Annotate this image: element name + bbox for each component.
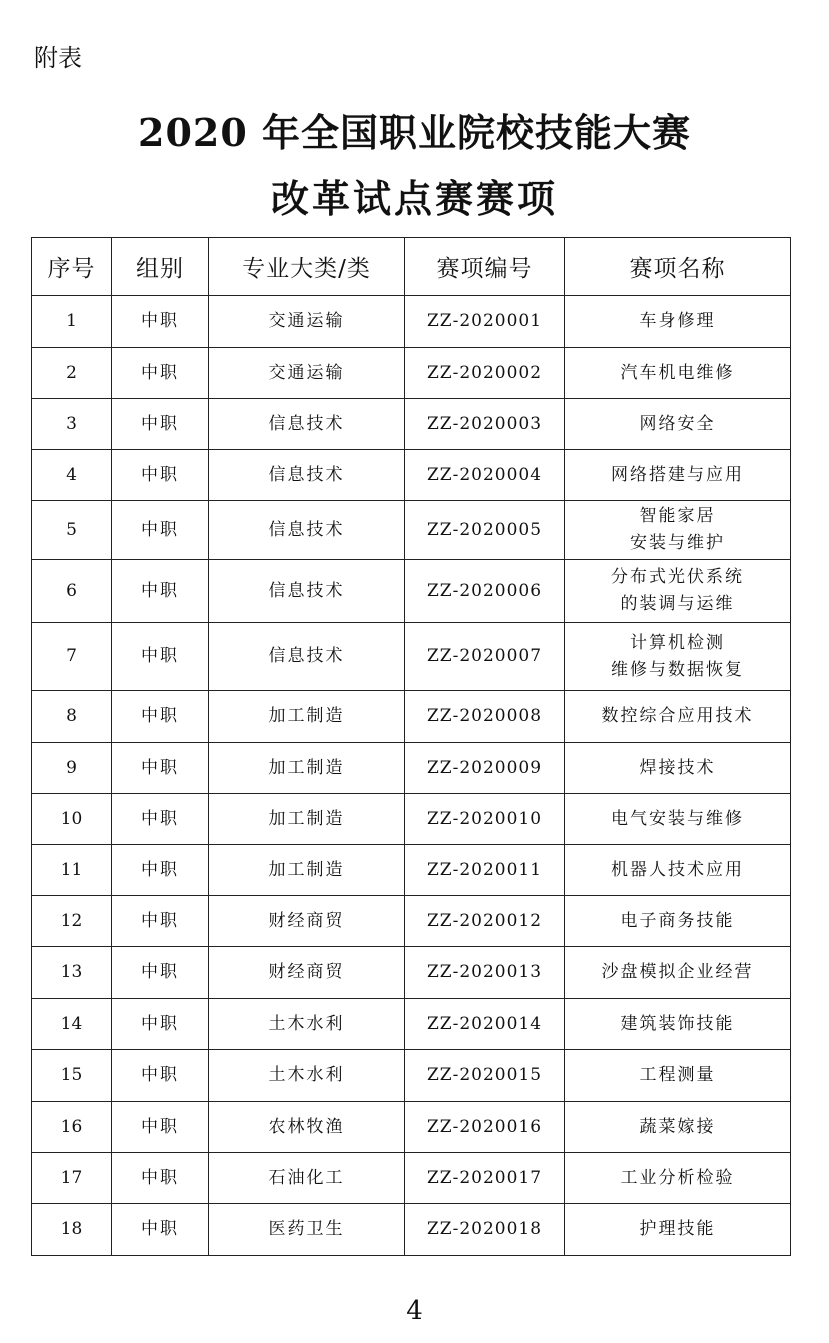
table-row xyxy=(32,1050,791,1102)
table-row xyxy=(32,1204,791,1256)
cell-code: ZZ-2020002 xyxy=(405,348,565,399)
cell-serial: 18 xyxy=(32,1204,112,1256)
cell-serial: 4 xyxy=(32,450,112,501)
cell-category: 医药卫生 xyxy=(209,1204,405,1256)
cell-category: 加工制造 xyxy=(209,845,405,896)
cell-name: 建筑装饰技能 xyxy=(565,999,791,1050)
cell-name: 网络搭建与应用 xyxy=(565,450,791,501)
cell-serial: 7 xyxy=(32,623,112,691)
cell-name: 计算机检测 维修与数据恢复 xyxy=(565,623,791,691)
cell-group: 中职 xyxy=(112,296,209,348)
cell-serial: 15 xyxy=(32,1050,112,1102)
cell-serial: 8 xyxy=(32,691,112,743)
cell-serial: 1 xyxy=(32,296,112,348)
cell-name: 汽车机电维修 xyxy=(565,348,791,399)
cell-code: ZZ-2020004 xyxy=(405,450,565,501)
page-number: 4 xyxy=(406,1296,423,1326)
cell-category: 信息技术 xyxy=(209,399,405,450)
cell-code: ZZ-2020011 xyxy=(405,845,565,896)
cell-code: ZZ-2020006 xyxy=(405,560,565,623)
cell-serial: 12 xyxy=(32,896,112,947)
cell-category: 交通运输 xyxy=(209,348,405,399)
cell-category: 财经商贸 xyxy=(209,896,405,947)
cell-category: 信息技术 xyxy=(209,450,405,501)
table-row xyxy=(32,743,791,794)
cell-serial: 2 xyxy=(32,348,112,399)
cell-group: 中职 xyxy=(112,450,209,501)
table-row xyxy=(32,845,791,896)
header-serial: 序号 xyxy=(32,238,112,296)
cell-name: 焊接技术 xyxy=(565,743,791,794)
cell-serial: 11 xyxy=(32,845,112,896)
cell-name: 工业分析检验 xyxy=(565,1153,791,1204)
table-header-row xyxy=(32,238,791,296)
table-row xyxy=(32,896,791,947)
header-code: 赛项编号 xyxy=(405,238,565,296)
cell-group: 中职 xyxy=(112,623,209,691)
table-row xyxy=(32,296,791,348)
cell-name: 智能家居 安装与维护 xyxy=(565,501,791,560)
cell-serial: 10 xyxy=(32,794,112,845)
cell-group: 中职 xyxy=(112,743,209,794)
cell-code: ZZ-2020009 xyxy=(405,743,565,794)
header-name: 赛项名称 xyxy=(565,238,791,296)
cell-name: 护理技能 xyxy=(565,1204,791,1256)
cell-code: ZZ-2020015 xyxy=(405,1050,565,1102)
cell-category: 财经商贸 xyxy=(209,947,405,999)
cell-serial: 17 xyxy=(32,1153,112,1204)
cell-group: 中职 xyxy=(112,501,209,560)
cell-group: 中职 xyxy=(112,1153,209,1204)
header-group: 组别 xyxy=(112,238,209,296)
cell-code: ZZ-2020001 xyxy=(405,296,565,348)
cell-code: ZZ-2020012 xyxy=(405,896,565,947)
cell-code: ZZ-2020016 xyxy=(405,1102,565,1153)
cell-code: ZZ-2020018 xyxy=(405,1204,565,1256)
table-row xyxy=(32,1153,791,1204)
cell-name: 电子商务技能 xyxy=(565,896,791,947)
cell-category: 加工制造 xyxy=(209,691,405,743)
cell-serial: 5 xyxy=(32,501,112,560)
cell-group: 中职 xyxy=(112,1102,209,1153)
cell-name: 工程测量 xyxy=(565,1050,791,1102)
cell-name: 电气安装与维修 xyxy=(565,794,791,845)
cell-code: ZZ-2020005 xyxy=(405,501,565,560)
cell-group: 中职 xyxy=(112,999,209,1050)
cell-group: 中职 xyxy=(112,1204,209,1256)
cell-serial: 13 xyxy=(32,947,112,999)
competition-table xyxy=(31,237,791,1256)
cell-name: 蔬菜嫁接 xyxy=(565,1102,791,1153)
cell-group: 中职 xyxy=(112,560,209,623)
table-row xyxy=(32,691,791,743)
cell-category: 农林牧渔 xyxy=(209,1102,405,1153)
cell-code: ZZ-2020017 xyxy=(405,1153,565,1204)
cell-category: 加工制造 xyxy=(209,743,405,794)
table-row xyxy=(32,560,791,623)
cell-category: 土木水利 xyxy=(209,1050,405,1102)
cell-code: ZZ-2020010 xyxy=(405,794,565,845)
table-row xyxy=(32,947,791,999)
cell-code: ZZ-2020013 xyxy=(405,947,565,999)
cell-serial: 16 xyxy=(32,1102,112,1153)
cell-group: 中职 xyxy=(112,896,209,947)
cell-name: 沙盘模拟企业经营 xyxy=(565,947,791,999)
table-row xyxy=(32,501,791,560)
cell-category: 信息技术 xyxy=(209,560,405,623)
annex-label: 附表 xyxy=(34,44,82,72)
page-title: 2020 年全国职业院校技能大赛 xyxy=(138,110,691,155)
cell-code: ZZ-2020008 xyxy=(405,691,565,743)
cell-name: 机器人技术应用 xyxy=(565,845,791,896)
header-category: 专业大类/类 xyxy=(209,238,405,296)
table-row xyxy=(32,450,791,501)
cell-category: 交通运输 xyxy=(209,296,405,348)
cell-category: 信息技术 xyxy=(209,623,405,691)
cell-code: ZZ-2020003 xyxy=(405,399,565,450)
cell-serial: 6 xyxy=(32,560,112,623)
cell-group: 中职 xyxy=(112,1050,209,1102)
cell-serial: 3 xyxy=(32,399,112,450)
cell-name: 分布式光伏系统 的装调与运维 xyxy=(565,560,791,623)
cell-category: 石油化工 xyxy=(209,1153,405,1204)
table-body xyxy=(32,296,791,1256)
cell-category: 土木水利 xyxy=(209,999,405,1050)
cell-category: 加工制造 xyxy=(209,794,405,845)
table-row xyxy=(32,399,791,450)
cell-group: 中职 xyxy=(112,399,209,450)
cell-name: 数控综合应用技术 xyxy=(565,691,791,743)
cell-group: 中职 xyxy=(112,947,209,999)
table-row xyxy=(32,623,791,691)
table-row xyxy=(32,999,791,1050)
cell-group: 中职 xyxy=(112,348,209,399)
cell-code: ZZ-2020007 xyxy=(405,623,565,691)
table-row xyxy=(32,1102,791,1153)
cell-group: 中职 xyxy=(112,691,209,743)
cell-serial: 14 xyxy=(32,999,112,1050)
cell-group: 中职 xyxy=(112,845,209,896)
table-row xyxy=(32,348,791,399)
cell-group: 中职 xyxy=(112,794,209,845)
page-subtitle: 改革试点赛赛项 xyxy=(270,176,558,221)
cell-name: 车身修理 xyxy=(565,296,791,348)
table-row xyxy=(32,794,791,845)
cell-code: ZZ-2020014 xyxy=(405,999,565,1050)
cell-serial: 9 xyxy=(32,743,112,794)
cell-category: 信息技术 xyxy=(209,501,405,560)
cell-name: 网络安全 xyxy=(565,399,791,450)
